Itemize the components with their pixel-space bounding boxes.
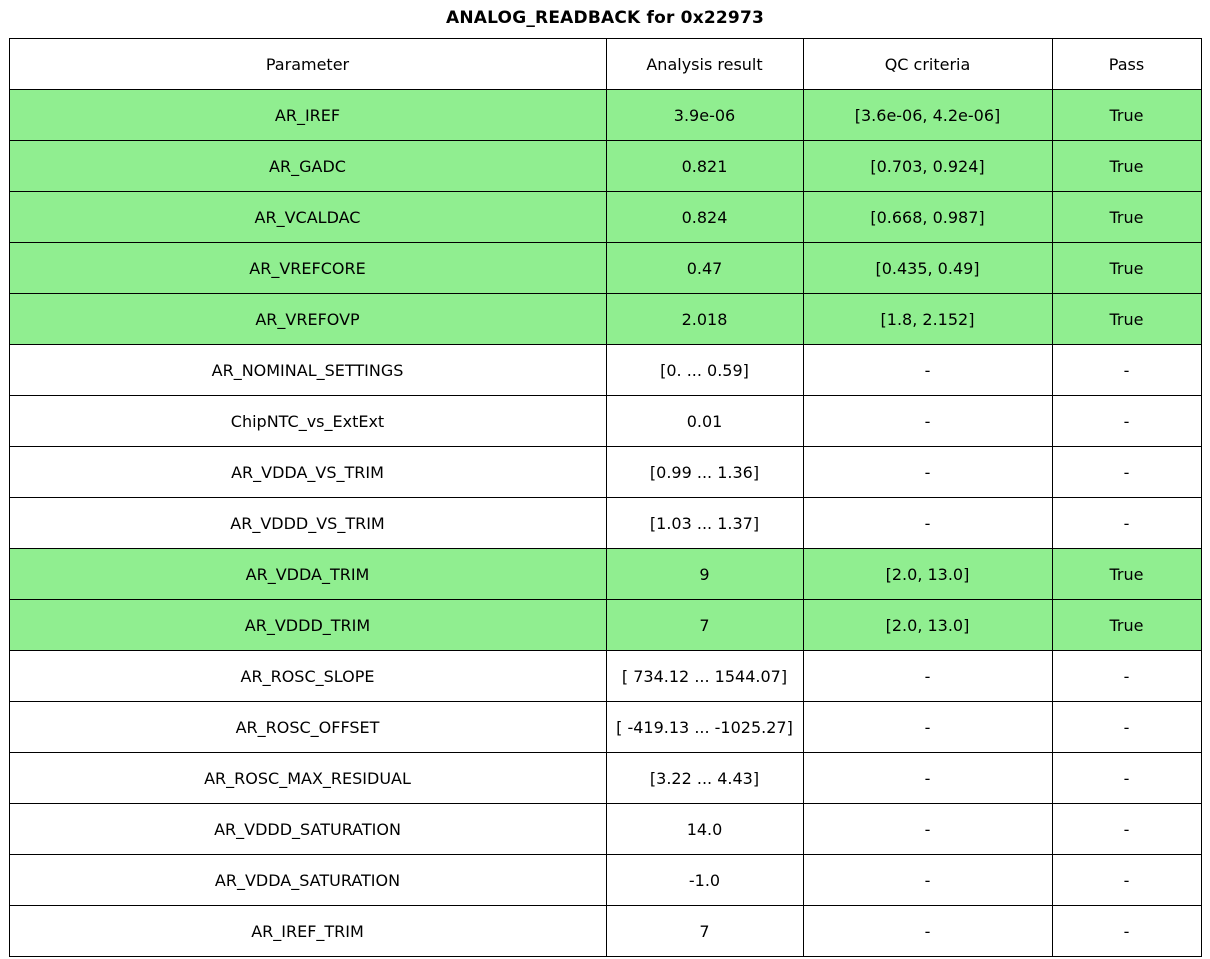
cell-pass: True: [1052, 243, 1201, 294]
cell-parameter: AR_IREF_TRIM: [9, 906, 606, 957]
cell-analysis-result: [606, 651, 803, 702]
cell-parameter: AR_GADC: [9, 141, 606, 192]
column-header-pass: Pass: [1052, 39, 1201, 90]
cell-analysis-result: 0.01: [606, 396, 803, 447]
cell-qc-criteria: -: [803, 345, 1052, 396]
cell-qc-criteria: -: [803, 702, 1052, 753]
table-row: [9, 600, 1201, 651]
cell-analysis-result: 14.0: [606, 804, 803, 855]
cell-pass: True: [1052, 192, 1201, 243]
table-row: [9, 498, 1201, 549]
cell-pass: -: [1052, 651, 1201, 702]
cell-parameter: AR_VDDD_SATURATION: [9, 804, 606, 855]
table-row: [9, 753, 1201, 804]
cell-qc-criteria: -: [803, 447, 1052, 498]
cell-qc-criteria: [2.0, 13.0]: [803, 600, 1052, 651]
column-header-parameter: Parameter: [9, 39, 606, 90]
table-header: [9, 39, 1201, 90]
column-header-analysis-result: Analysis result: [606, 39, 803, 90]
table-row: [9, 906, 1201, 957]
cell-analysis-result: 7: [606, 906, 803, 957]
cell-parameter: AR_NOMINAL_SETTINGS: [9, 345, 606, 396]
cell-pass: -: [1052, 396, 1201, 447]
cell-analysis-result: 9: [606, 549, 803, 600]
cell-parameter: AR_VDDD_TRIM: [9, 600, 606, 651]
table-row: [9, 447, 1201, 498]
cell-qc-criteria: -: [803, 753, 1052, 804]
table-row: [9, 855, 1201, 906]
cell-pass: True: [1052, 549, 1201, 600]
cell-pass: True: [1052, 600, 1201, 651]
cell-pass: -: [1052, 804, 1201, 855]
cell-qc-criteria: -: [803, 804, 1052, 855]
cell-parameter: AR_VDDA_SATURATION: [9, 855, 606, 906]
cell-analysis-result-text: [ -419.13 ... -1025.27]: [616, 717, 793, 737]
cell-pass: True: [1052, 141, 1201, 192]
cell-analysis-result: [606, 702, 803, 753]
table-row: [9, 549, 1201, 600]
cell-parameter: AR_VDDA_TRIM: [9, 549, 606, 600]
table-row: [9, 243, 1201, 294]
cell-qc-criteria: -: [803, 498, 1052, 549]
cell-qc-criteria: -: [803, 906, 1052, 957]
table-row: [9, 90, 1201, 141]
cell-qc-criteria: [2.0, 13.0]: [803, 549, 1052, 600]
cell-pass: -: [1052, 906, 1201, 957]
cell-parameter: AR_VREFCORE: [9, 243, 606, 294]
table-row: [9, 702, 1201, 753]
table-row: [9, 345, 1201, 396]
cell-pass: -: [1052, 702, 1201, 753]
table-row: [9, 651, 1201, 702]
cell-analysis-result-text: [ 734.12 ... 1544.07]: [621, 666, 788, 686]
cell-analysis-result: -1.0: [606, 855, 803, 906]
cell-analysis-result: 7: [606, 600, 803, 651]
table-row: [9, 294, 1201, 345]
cell-qc-criteria: -: [803, 651, 1052, 702]
table-row: [9, 804, 1201, 855]
cell-qc-criteria: -: [803, 396, 1052, 447]
cell-parameter: AR_VDDD_VS_TRIM: [9, 498, 606, 549]
cell-pass: True: [1052, 294, 1201, 345]
cell-pass: True: [1052, 90, 1201, 141]
cell-analysis-result: 3.9e-06: [606, 90, 803, 141]
cell-pass: -: [1052, 855, 1201, 906]
analog-readback-table: [9, 38, 1202, 957]
cell-analysis-result: [3.22 ... 4.43]: [606, 753, 803, 804]
cell-qc-criteria: [3.6e-06, 4.2e-06]: [803, 90, 1052, 141]
cell-parameter: AR_VDDA_VS_TRIM: [9, 447, 606, 498]
column-header-qc-criteria: QC criteria: [803, 39, 1052, 90]
cell-parameter: ChipNTC_vs_ExtExt: [9, 396, 606, 447]
cell-qc-criteria: [0.703, 0.924]: [803, 141, 1052, 192]
table-header-row: [9, 39, 1201, 90]
cell-analysis-result: [0.99 ... 1.36]: [606, 447, 803, 498]
cell-analysis-result: 0.47: [606, 243, 803, 294]
cell-qc-criteria: [0.435, 0.49]: [803, 243, 1052, 294]
cell-qc-criteria: -: [803, 855, 1052, 906]
cell-parameter: AR_ROSC_OFFSET: [9, 702, 606, 753]
cell-pass: -: [1052, 753, 1201, 804]
cell-parameter: AR_VCALDAC: [9, 192, 606, 243]
cell-pass: -: [1052, 345, 1201, 396]
table-body: [9, 90, 1201, 957]
cell-analysis-result: 0.821: [606, 141, 803, 192]
table-row: [9, 192, 1201, 243]
cell-parameter: AR_VREFOVP: [9, 294, 606, 345]
cell-parameter: AR_ROSC_MAX_RESIDUAL: [9, 753, 606, 804]
cell-parameter: AR_IREF: [9, 90, 606, 141]
cell-analysis-result: [0. ... 0.59]: [606, 345, 803, 396]
cell-analysis-result: [1.03 ... 1.37]: [606, 498, 803, 549]
table-row: [9, 141, 1201, 192]
page-title: ANALOG_READBACK for 0x22973: [445, 8, 765, 28]
cell-analysis-result: 2.018: [606, 294, 803, 345]
cell-qc-criteria: [0.668, 0.987]: [803, 192, 1052, 243]
table-row: [9, 396, 1201, 447]
cell-pass: -: [1052, 498, 1201, 549]
cell-pass: -: [1052, 447, 1201, 498]
cell-analysis-result: 0.824: [606, 192, 803, 243]
cell-parameter: AR_ROSC_SLOPE: [9, 651, 606, 702]
cell-qc-criteria: [1.8, 2.152]: [803, 294, 1052, 345]
